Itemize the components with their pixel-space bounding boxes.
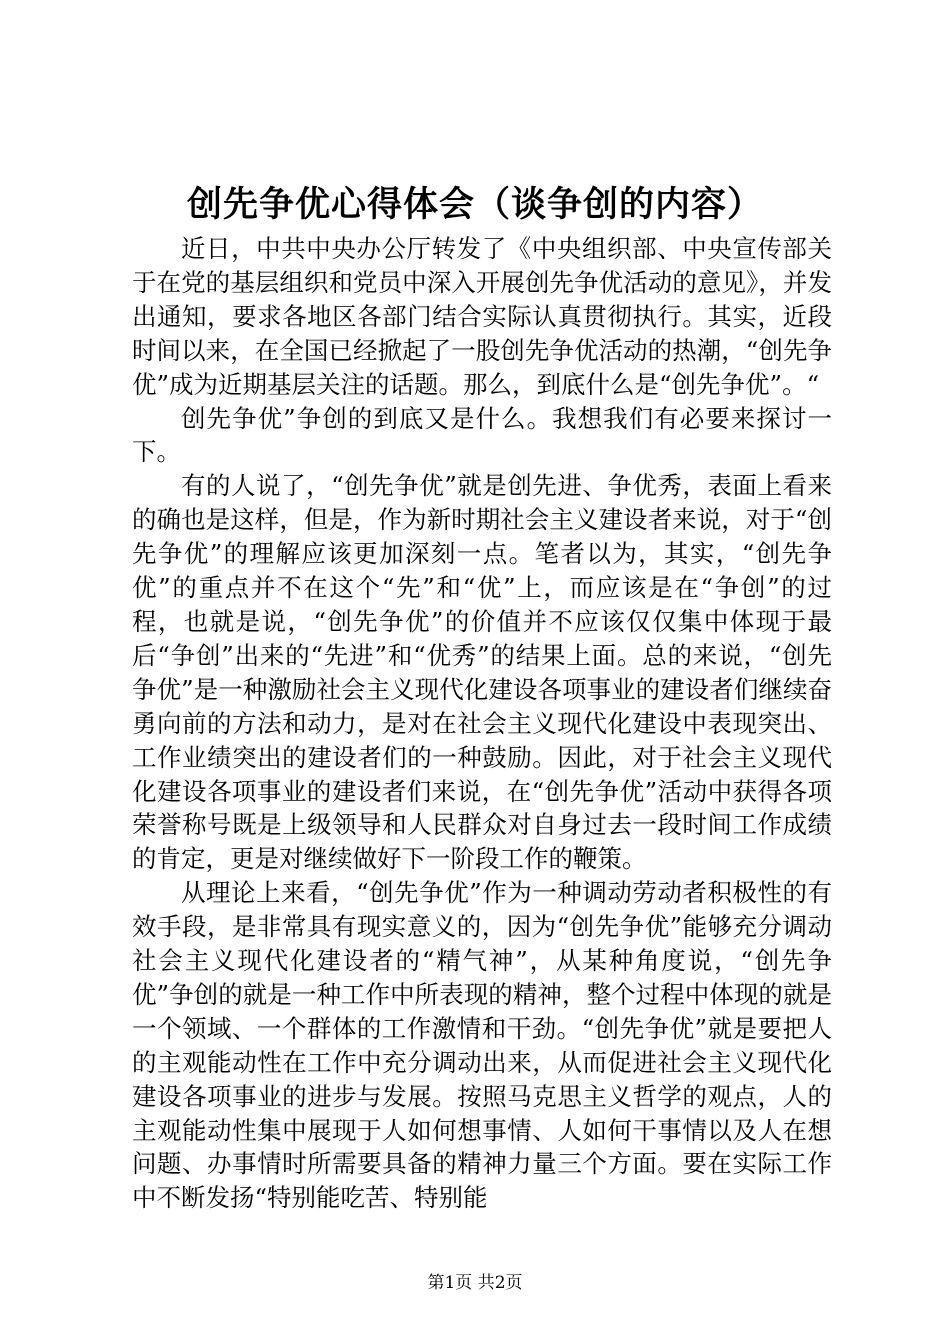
paragraph-theory: 从理论上来看，“创先争优”作为一种调动劳动者积极性的有效手段，是非常具有现实意义的，因为“创先争优”能够充分调动社会主义现代化建设者的“精气神”，从某种角度说，“创先争优”争创的就是一种工作中所表现的精神，整个过程中体现的就是一个领域、一个群体的工作激情和干劲。“创先争优”就是要把人的主观能动性在工作中充分调动出来，从而促进社会主义现代化建设各项事业的进步与发展。按照马克思主义哲学的观点，人的主观能动性集中展现于人如何想事情、人如何干事情以及人在想问题、办事情时所需要具备的精神力量三个方面。要在实际工作中不断发扬“特别能吃苦、特别能 [132, 878, 832, 1213]
paragraph-question: 创先争优”争创的到底又是什么。我想我们有必要来探讨一下。 [132, 403, 832, 467]
paragraph-intro: 近日，中共中央办公厅转发了《中央组织部、中央宣传部关于在党的基层组织和党员中深入开展创先争优活动的意见》，并发出通知，要求各地区各部门结合实际认真贯彻执行。其实，近段时间以来，在全国已经掀起了一股创先争优活动的热潮，“创先争优”成为近期基层关注的话题。那么，到底什么是“创先争优”。“ [132, 234, 832, 399]
document-body [132, 232, 832, 1215]
document-title: 创先争优心得体会（谈争创的内容） [186, 184, 763, 225]
paragraph-meaning: 有的人说了，“创先争优”就是创先进、争优秀，表面上看来的确也是这样，但是，作为新时期社会主义建设者来说，对于“创先争优”的理解应该更加深刻一点。笔者以为，其实，“创先争优”的重点并不在这个“先”和“优”上，而应该是在“争创”的过程，也就是说，“创先争优”的价值并不应该仅仅集中体现于最后“争创”出来的“先进”和“优秀”的结果上面。总的来说，“创先争优”是一种激励社会主义现代化建设各项事业的建设者们继续奋勇向前的方法和动力，是对在社会主义现代化建设中表现突出、工作业绩突出的建设者们的一种鼓励。因此，对于社会主义现代化建设各项事业的建设者们来说，在“创先争优”活动中获得各项荣誉称号既是上级领导和人民群众对自身过去一段时间工作成绩的肯定，更是对继续做好下一阶段工作的鞭策。 [132, 471, 832, 874]
page-number-footer: 第1页 共2页 [427, 1273, 523, 1293]
